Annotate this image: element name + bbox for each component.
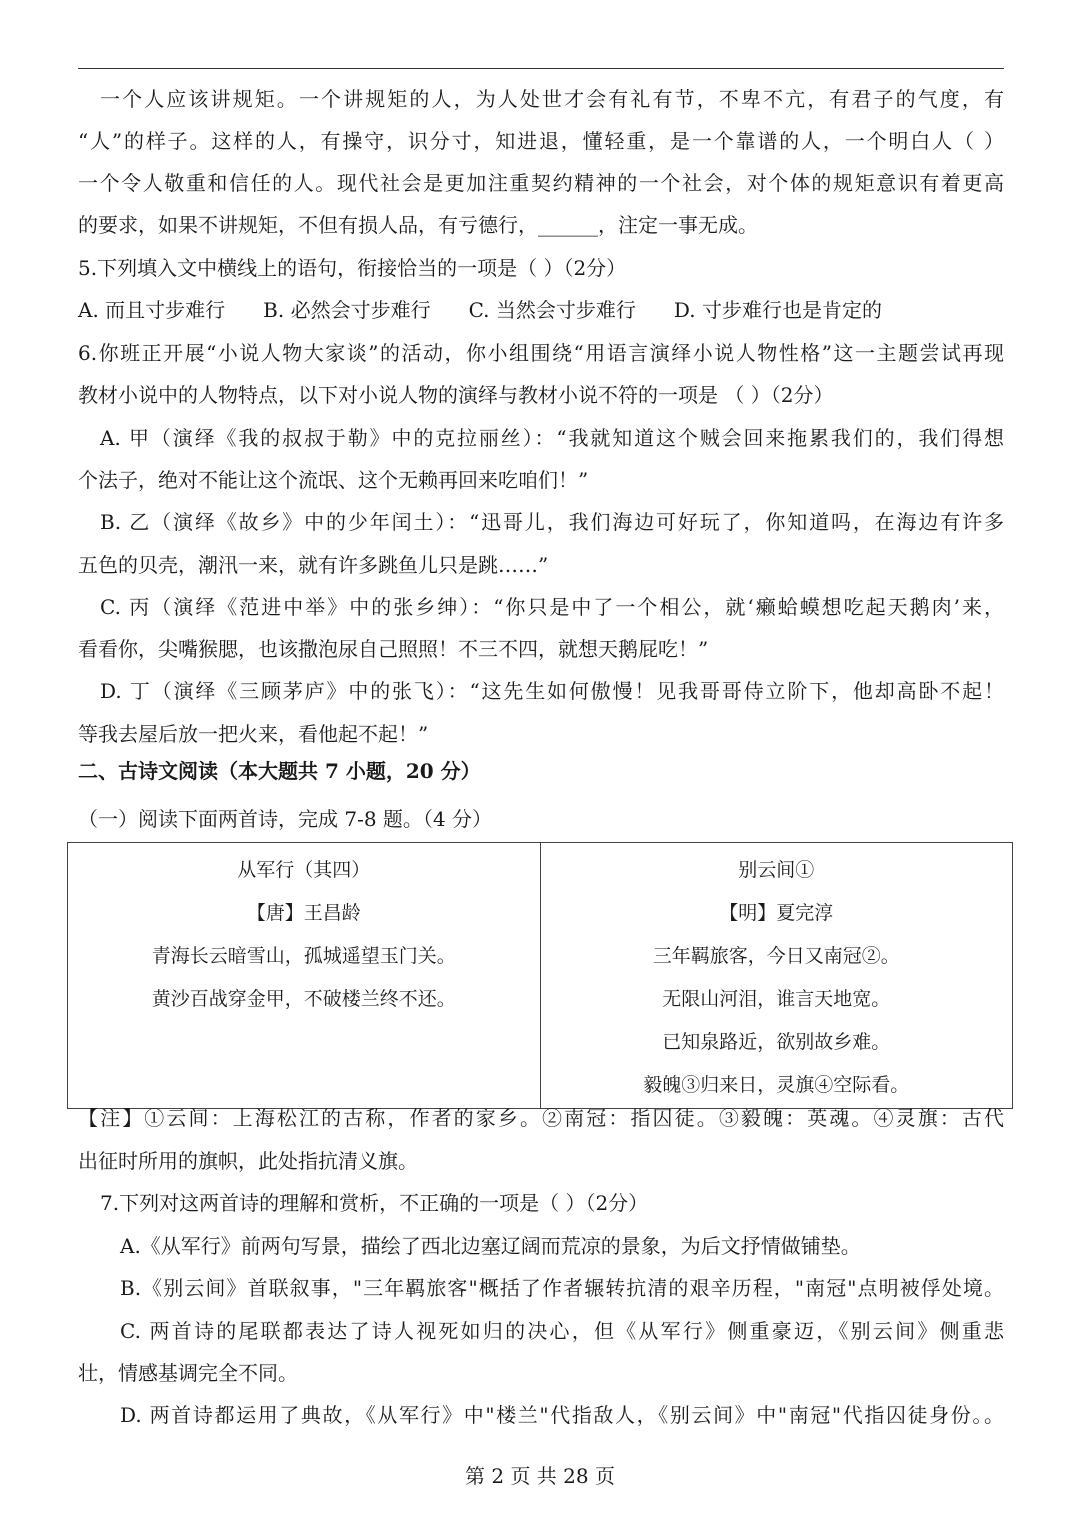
poem-title: 别云间① (738, 859, 815, 881)
poem-left (68, 843, 541, 1109)
section-title: 二、古诗文阅读（本大题共 7 小题，20 分） (78, 759, 481, 783)
q5-option-a: A. 而且寸步难行 (78, 298, 226, 322)
header-rule (78, 68, 1004, 69)
q5-options (78, 296, 1004, 324)
q6-option-d: 等我去屋后放一把火来，看他起不起！” (78, 722, 429, 746)
poem-author: 【明】夏完淳 (719, 902, 834, 924)
poem-line: 黄沙百战穿金甲，不破楼兰终不还。 (151, 988, 456, 1010)
notes-line: 出征时所用的旗帜，此处指抗清义旗。 (78, 1149, 418, 1173)
passage-line: 的要求，如果不讲规矩，不但有损人品，有亏德行，______，注定一事无成。 (78, 213, 758, 237)
q7-option-c: C. 两首诗的尾联都表达了诗人视死如归的决心，但《从军行》侧重豪迈，《别云间》侧重悲 (120, 1319, 1004, 1343)
poem-line: 三年羁旅客，今日又南冠②。 (652, 945, 900, 967)
q6-option-b: B. 乙（演绎《故乡》中的少年闰土）：“迅哥儿，我们海边可好玩了，你知道吗，在海边有许多 (100, 510, 1004, 534)
poem-line: 已知泉路近，欲别故乡难。 (662, 1031, 891, 1053)
poem-line: 青海长云暗雪山，孤城遥望玉门关。 (151, 945, 456, 967)
poem-table (67, 842, 1013, 1109)
q6-stem: 6.你班正开展“小说人物大家谈”的活动，你小组围绕“用语言演绎小说人物性格”这一主题尝试再现 (78, 341, 1004, 365)
page-number: 第 2 页 共 28 页 (465, 1464, 615, 1488)
q5-option-d: D. 寸步难行也是肯定的 (673, 298, 882, 322)
q6-option-c: 看看你，尖嘴猴腮，也该撒泡尿自己照照！不三不四，就想天鹅屁吃！” (78, 637, 709, 661)
q5-option-c: C. 当然会寸步难行 (468, 298, 636, 322)
q6-option-a: A. 甲（演绎《我的叔叔于勒》中的克拉丽丝）：“我就知道这个贼会回来拖累我们的，我们得想 (100, 426, 1004, 450)
section-subtitle: （一）阅读下面两首诗，完成 7-8 题。（4 分） (78, 807, 493, 831)
q6-option-d: D. 丁（演绎《三顾茅庐》中的张飞）：“这先生如何傲慢！见我哥哥侍立阶下，他却高卧不起！ (100, 679, 1004, 703)
poem-author: 【唐】王昌龄 (246, 902, 361, 924)
q7-stem: 7.下列对这两首诗的理解和赏析，不正确的一项是（ ）（2分） (100, 1191, 649, 1215)
notes-line: 【注】①云间：上海松江的古称，作者的家乡。②南冠：指囚徒。③毅魄：英魂。④灵旗：古代 (78, 1106, 1004, 1130)
poem-right (540, 843, 1013, 1109)
passage-line: “人”的样子。这样的人，有操守，识分寸，知进退，懂轻重，是一个靠谱的人，一个明白人（ ） (78, 129, 1004, 153)
q7-option-a: A.《从军行》前两句写景，描绘了西北边塞辽阔而荒凉的景象，为后文抒情做铺垫。 (120, 1234, 861, 1258)
poem-line: 毅魄③归来日，灵旗④空际看。 (643, 1074, 910, 1096)
poem-title: 从军行（其四） (237, 859, 371, 881)
q7-option-d: D. 两首诗都运用了典故，《从军行》中"楼兰"代指敌人，《别云间》中"南冠"代指囚徒身份。。 (120, 1403, 1004, 1427)
q5-stem: 5.下列填入文中横线上的语句，衔接恰当的一项是（ ）（2分） (78, 256, 627, 280)
q6-stem: 教材小说中的人物特点，以下对小说人物的演绎与教材小说不符的一项是 （ ）（2分） (78, 383, 834, 407)
q6-option-a: 个法子，绝对不能让这个流氓、这个无赖再回来吃咱们！” (78, 468, 589, 492)
passage-line: 一个令人敬重和信任的人。现代社会是更加注重契约精神的一个社会，对个体的规矩意识有着更高 (78, 171, 1004, 195)
q6-option-c: C. 丙（演绎《范进中举》中的张乡绅）：“你只是中了一个相公，就‘癞蛤蟆想吃起天鹅肉’来， (100, 595, 1004, 619)
q5-option-b: B. 必然会寸步难行 (263, 298, 431, 322)
passage-line: 一个人应该讲规矩。一个讲规矩的人，为人处世才会有礼有节，不卑不亢，有君子的气度，有 (100, 87, 1004, 111)
q7-option-b: B.《别云间》首联叙事，"三年羁旅客"概括了作者辗转抗清的艰辛历程，"南冠"点明被俘处境。 (120, 1276, 1004, 1300)
q6-option-b: 五色的贝壳，潮汛一来，就有许多跳鱼儿只是跳……” (78, 553, 549, 577)
q7-option-c: 壮，情感基调完全不同。 (78, 1361, 298, 1385)
poem-line: 无限山河泪，谁言天地宽。 (662, 988, 891, 1010)
